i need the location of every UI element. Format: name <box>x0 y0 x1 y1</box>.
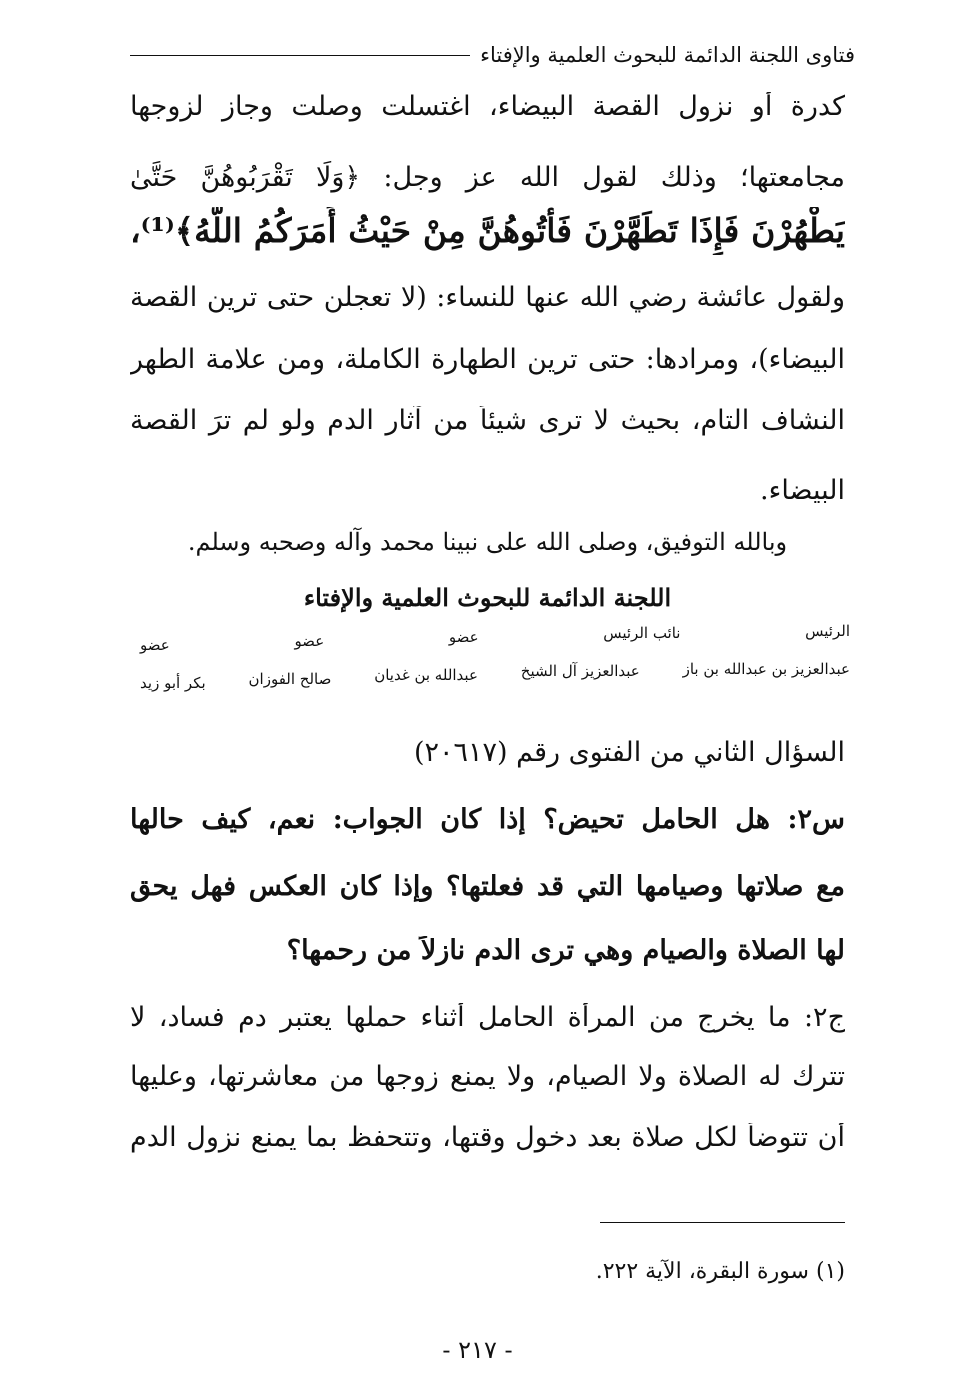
paragraph-line: النشاف التام، بحيث لا ترى شيئاً من آثار الدم ولو لم ترَ القصة <box>130 406 845 436</box>
answer-line: ج٢: ما يخرج من المرأة الحامل أثناء حملها يعتبر دم فساد، لا <box>130 1003 845 1033</box>
member-role: عضو <box>140 636 170 654</box>
question-line: مع صلاتها وصيامها التي قد فعلتها؟ وإذا كان العكس فهل يحق <box>130 872 845 902</box>
page-number: - ٢١٧ - <box>442 1336 513 1364</box>
question-line: لها الصلاة والصيام وهي ترى الدم نازلاً من رحمها؟ <box>286 936 845 966</box>
running-header <box>130 38 855 72</box>
paragraph-line: كدرة أو نزول القصة البيضاء، اغتسلت وصلت وجاز لزوجها <box>130 92 845 122</box>
answer-line: تترك له الصلاة ولا الصيام، ولا يمنع زوجها من معاشرتها، وعليها <box>130 1062 845 1092</box>
footnote: (١) سورة البقرة، الآية ٢٢٢. <box>595 1259 845 1284</box>
member-name: عبدالعزيز بن عبدالله بن باز <box>682 660 850 678</box>
closing-formula: وبالله التوفيق، وصلى الله على نبينا محمد وآله وصحبه وسلم. <box>187 528 788 556</box>
footnote-rule <box>600 1222 845 1223</box>
member-role: نائب الرئيس <box>603 624 681 642</box>
member-name: صالح الفوزان <box>248 670 332 688</box>
header-title: فتاوى اللجنة الدائمة للبحوث العلمية والإفتاء <box>480 43 855 67</box>
question-heading: السؤال الثاني من الفتوى رقم (٢٠٦١٧) <box>413 738 845 768</box>
signatory-names <box>140 660 850 692</box>
paragraph-line: مجامعتها؛ وذلك لقول الله عز وجل: ﴿وَلَا تَقْرَبُوهُنَّ حَتَّىٰ <box>130 162 845 193</box>
quran-verse-line: يَطْهُرْنَ فَإِذَا تَطَهَّرْنَ فَأْتُوهُنَّ مِنْ حَيْثُ أَمَرَكُمُ اللَّهُ﴾⁽¹⁾، <box>130 211 845 250</box>
member-role: الرئيس <box>805 622 850 640</box>
member-name: عبدالعزيز آل الشيخ <box>520 662 640 680</box>
member-role: عضو <box>448 628 479 646</box>
paragraph-line: ولقول عائشة رضي الله عنها للنساء: (لا تعجلن حتى ترين القصة <box>130 283 845 313</box>
member-name: عبدالله بن غديان <box>374 666 478 684</box>
header-rule <box>130 55 470 56</box>
question-line: س٢: هل الحامل تحيض؟ إذا كان الجواب: نعم، كيف حالها <box>130 805 845 835</box>
paragraph-line: البيضاء)، ومرادها: حتى ترين الطهارة الكاملة، ومن علامة الطهر <box>130 345 845 375</box>
answer-line: أن تتوضأ لكل صلاة بعد دخول وقتها، وتتحفظ بما يمنع نزول الدم <box>130 1123 845 1153</box>
signatory-roles <box>140 622 850 654</box>
paragraph-line: البيضاء. <box>760 476 845 506</box>
member-name: بكر أبو زيد <box>140 674 206 692</box>
committee-title: اللجنة الدائمة للبحوث العلمية والإفتاء <box>303 583 672 612</box>
member-role: عضو <box>294 632 325 650</box>
